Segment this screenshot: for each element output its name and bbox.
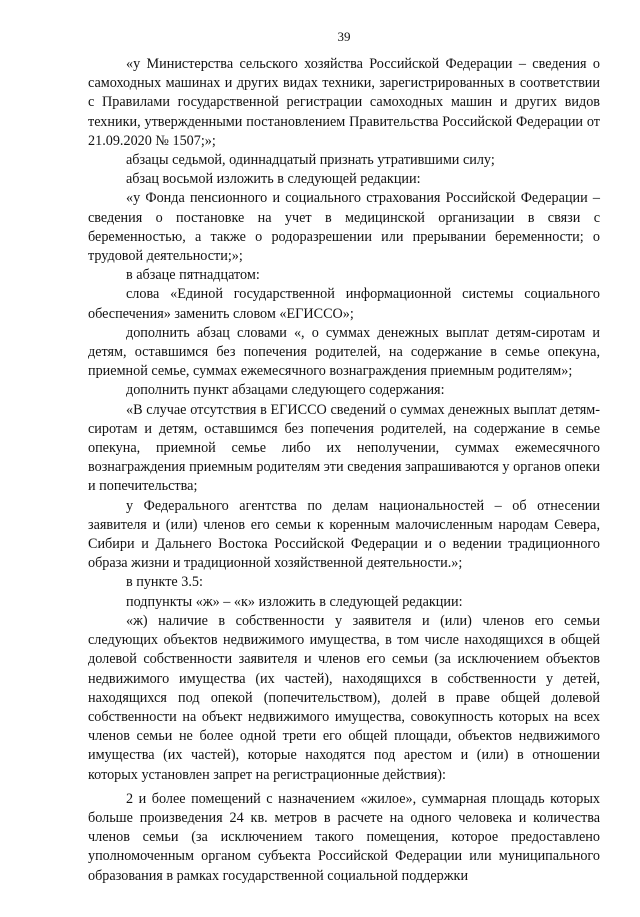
paragraph: дополнить абзац словами «, о суммах денежных выплат детям-сиротам и детям, оставшимся без попечения родителей, на содержание в семье опекуна, приемной семье, суммах ежемесячного вознаграждения приемным родителям»; (88, 324, 600, 380)
paragraph: подпункты «ж» – «к» изложить в следующей редакции: (126, 593, 463, 610)
paragraph: «В случае отсутствия в ЕГИССО сведений о суммах денежных выплат детям-сиротам и детям, оставшимся без попечения родителей, на содержание в семье опекуна, приемной семье либо их неполучении, суммах ежемесячного вознаграждения приемным родителям эти сведения запрашиваются у органов опеки и попечительства; (88, 401, 600, 495)
paragraph: у Федерального агентства по делам национальностей – об отнесении заявителя и (или) членов его семьи к коренным малочисленным народам Севера, Сибири и Дальнего Востока Российской Федерации и о ведении традиционного образа жизни и традиционной хозяйственной деятельности.»; (88, 497, 600, 572)
paragraph: 2 и более помещений с назначением «жилое», суммарная площадь которых больше произведения 24 кв. метров в расчете на одного человека и количества членов семьи (за исключением такого помещения, которое предоставлено уполномоченным органом субъекта Российской Федерации или муниципального образования в рамках государственной социальной поддержки (88, 790, 600, 884)
paragraph: абзац восьмой изложить в следующей редакции: (126, 171, 421, 188)
paragraph: «у Фонда пенсионного и социального страхования Российской Федерации – сведения о постановке на учет в медицинской организации в связи с беременностью, а также о родоразрешении или прерывании беременности; о трудовой деятельности;»; (88, 190, 600, 265)
paragraph: абзацы седьмой, одиннадцатый признать утратившими силу; (126, 152, 495, 169)
page-number: 39 (337, 29, 351, 44)
paragraph: в пункте 3.5: (126, 574, 203, 591)
paragraph: в абзаце пятнадцатом: (126, 267, 260, 284)
paragraph: дополнить пункт абзацами следующего содержания: (126, 382, 445, 399)
paragraph: «ж) наличие в собственности у заявителя и (или) членов его семьи следующих объектов недвижимого имущества, в том числе находящихся в общей долевой собственности заявителя и членов его семьи (за исключением объектов недвижимого имущества (их частей), находящихся в собственности у детей, находящихся под опекой (попечительством), долей в праве общей долевой собственности на объект недвижимого имущества, совокупность которых на всех членов семьи не более одной трети его общей площади, объектов недвижимого имущества (их частей), которые находятся под арестом и (или) в отношении которых установлен запрет на регистрационные действия): (88, 612, 600, 783)
document-body (88, 55, 600, 886)
paragraph: слова «Единой государственной информационной системы социального обеспечения» заменить словом «ЕГИССО»; (88, 286, 600, 322)
paragraph: «у Министерства сельского хозяйства Российской Федерации – сведения о самоходных машинах и других видах техники, зарегистрированных в соответствии с Правилами государственной регистрации самоходных машин и других видов техники, утвержденными постановлением Правительства Российской Федерации от 21.09.2020 № 1507;»; (88, 56, 600, 149)
